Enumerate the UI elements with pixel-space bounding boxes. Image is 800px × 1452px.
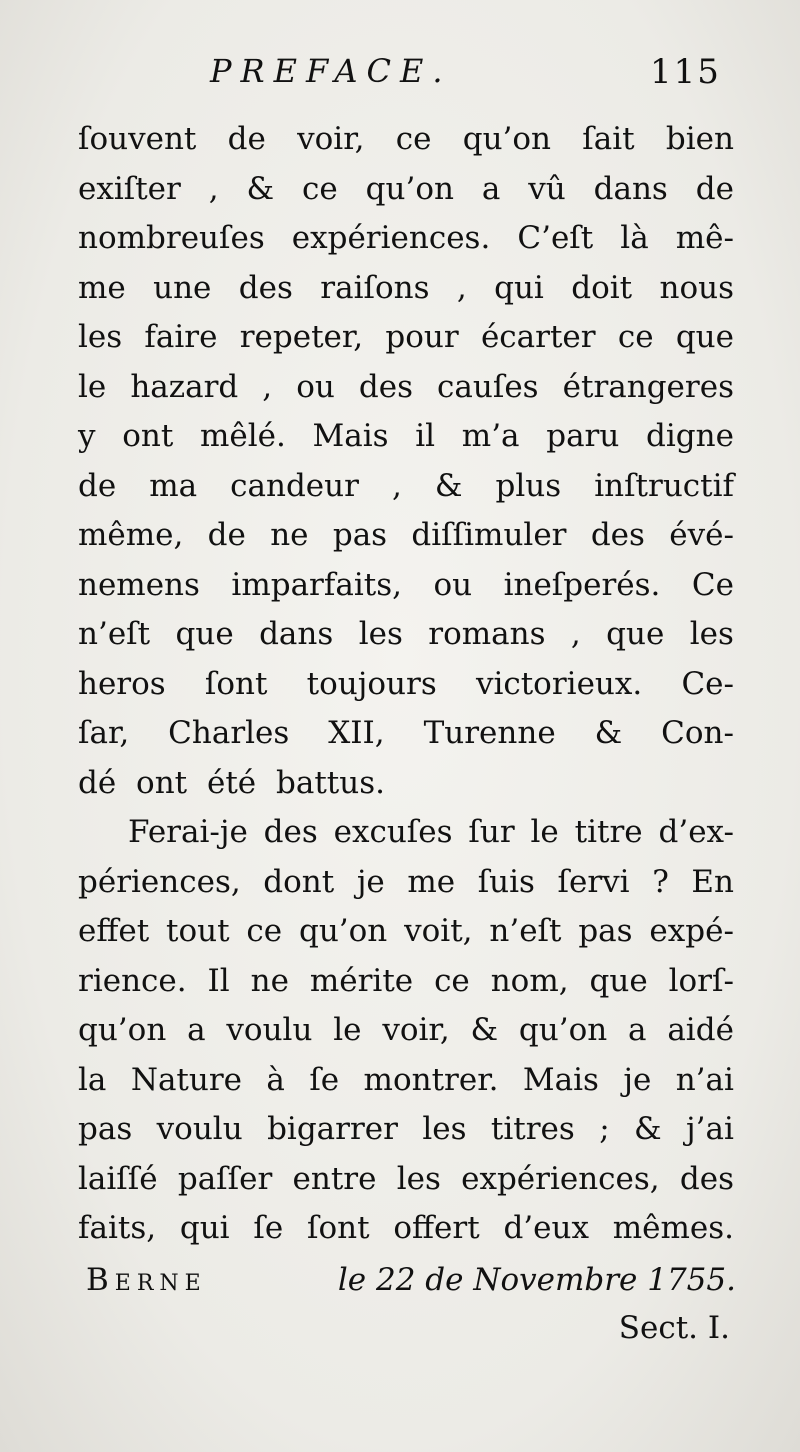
text-line: effet tout ce qu’on voit, n’eſt pas expé- xyxy=(78,913,734,949)
text-line: me une des raiſons , qui doit nous xyxy=(78,269,734,306)
running-header xyxy=(0,52,800,96)
dateline xyxy=(86,1262,736,1298)
text-line: le hazard , ou des cauſes étrangeres xyxy=(78,368,734,405)
text-line: même, de ne pas diſſimuler des évé- xyxy=(78,517,734,553)
text-line: y ont mêlé. Mais il m’a paru digne xyxy=(78,418,734,454)
page-number: 115 xyxy=(650,52,721,92)
text-line: ſar, Charles XII, Turenne & Con- xyxy=(78,715,734,751)
text-line: rience. Il ne mérite ce nom, que lorſ- xyxy=(78,962,734,999)
catchword: Sect. I. xyxy=(618,1310,730,1346)
text-line: ſouvent de voir, ce qu’on ſait bien xyxy=(78,121,734,157)
text-line: de ma candeur , & plus inſtructif xyxy=(78,467,734,504)
text-line: pas voulu bigarrer les titres ; & j’ai xyxy=(78,1111,734,1147)
dateline-place: Berne xyxy=(86,1262,207,1298)
text-line: la Nature à ſe montrer. Mais je n’ai xyxy=(78,1061,734,1098)
text-line: qu’on a voulu le voir, & qu’on a aidé xyxy=(78,1012,734,1048)
text-line: Ferai-je des excuſes ſur le titre d’ex- xyxy=(128,814,734,850)
text-line: nombreuſes expériences. C’eſt là mê- xyxy=(78,220,734,256)
text-line: exiſter , & ce qu’on a vû dans de xyxy=(78,170,734,207)
text-line: les faire repeter, pour écarter ce que xyxy=(78,319,734,355)
text-line: dé ont été battus. xyxy=(78,764,385,801)
text-line: faits, qui ſe ſont offert d’eux mêmes. xyxy=(78,1210,734,1246)
body-text xyxy=(78,115,734,1254)
dateline-date: le 22 de Novembre 1755. xyxy=(337,1262,736,1298)
text-line: nemens imparfaits, ou ineſperés. Ce xyxy=(78,566,734,603)
running-title: PREFACE. xyxy=(210,52,452,90)
text-line: heros ſont toujours victorieux. Ce- xyxy=(78,665,734,702)
text-line: périences, dont je me ſuis ſervi ? En xyxy=(78,863,734,900)
text-line: laiſſé paſſer entre les expériences, des xyxy=(78,1160,734,1197)
paragraph-1 xyxy=(78,115,734,808)
paragraph-2 xyxy=(78,808,734,1254)
text-line: n’eſt que dans les romans , que les xyxy=(78,616,734,652)
